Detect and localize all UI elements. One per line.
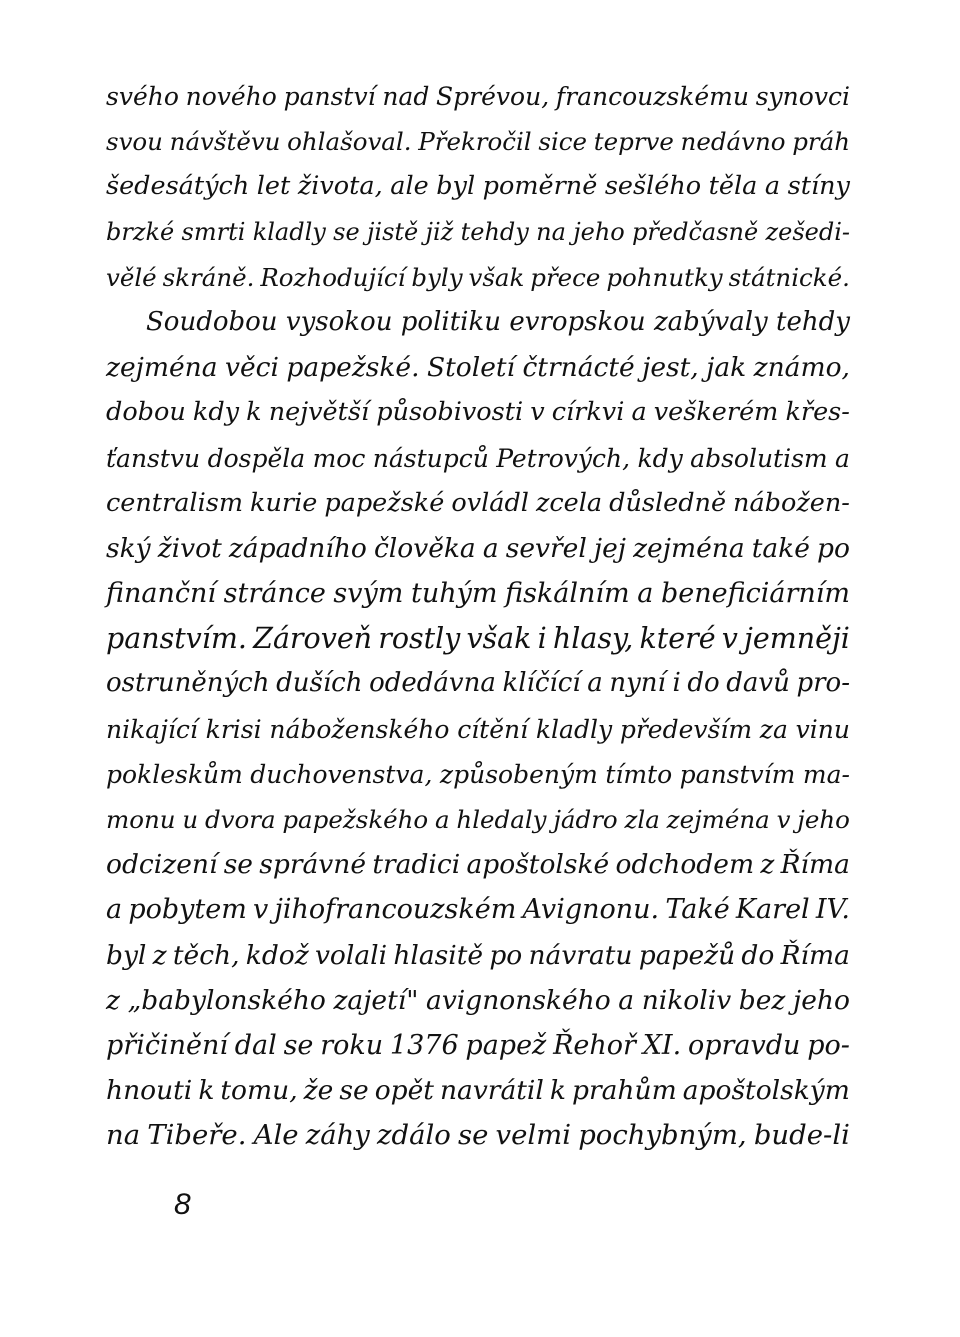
- text-line: Soudobou vysokou politiku evropskou zabývaly tehdy: [146, 306, 850, 337]
- text-line: hnouti k tomu, že se opět navrátil k prahům apoštolským: [106, 1075, 850, 1107]
- text-line: monu u dvora papežského a hledaly jádro zla zejména v jeho: [106, 805, 850, 834]
- text-line: brzké smrti kladly se jistě již tehdy na jeho předčasně zešedi-: [106, 217, 850, 246]
- text-line: svou návštěvu ohlašoval. Překročil sice teprve nedávno práh: [106, 127, 850, 157]
- text-line: ostruněných duších odedávna klíčící a nyní i do davů pro-: [106, 668, 850, 699]
- text-line: centralism kurie papežské ovládl zcela důsledně nábožen-: [106, 487, 850, 518]
- text-line: šedesátých let života, ale byl poměrně sešlého těla a stíny: [106, 171, 850, 202]
- text-line: zejména věci papežské. Století čtrnácté jest, jak známo,: [106, 352, 850, 384]
- text-line: panstvím. Zároveň rostly však i hlasy, které v jemněji: [106, 622, 850, 656]
- text-line: odcizení se správné tradici apoštolské odchodem z Říma: [106, 849, 850, 881]
- text-line: byl z těch, kdož volali hlasitě po návratu papežů do Říma: [106, 939, 850, 971]
- page-number: 8: [174, 1188, 191, 1221]
- text-line: svého nového panství nad Sprévou, francouzskému synovci: [106, 82, 850, 111]
- text-line: přičinění dal se roku 1376 papež Řehoř XI. opravdu po-: [106, 1029, 850, 1061]
- text-line: na Tibeře. Ale záhy zdálo se velmi pochybným, bude-li: [106, 1119, 850, 1152]
- body-text: [106, 74, 850, 1159]
- text-line: dobou kdy k největší působivosti v církvi a veškerém křes-: [106, 397, 850, 428]
- text-line: pokleskům duchovenstva, způsobeným tímto panstvím ma-: [106, 759, 850, 789]
- text-line: ťanstvu dospěla moc nástupců Petrových, kdy absolutism a: [106, 443, 850, 473]
- text-line: nikající krisi náboženského cítění kladly především za vinu: [106, 714, 850, 744]
- text-line: vělé skráně. Rozhodující byly však přece pohnutky státnické.: [106, 262, 850, 292]
- text-line: ský život západního člověka a sevřel jej zejména také po: [106, 532, 850, 564]
- text-line: finanční stránce svým tuhým fiskálním a beneficiárním: [106, 578, 850, 610]
- text-line: z „babylonského zajetí" avignonského a nikoliv bez jeho: [106, 984, 850, 1016]
- text-line: a pobytem v jihofrancouzském Avignonu. Také Karel IV.: [106, 894, 850, 926]
